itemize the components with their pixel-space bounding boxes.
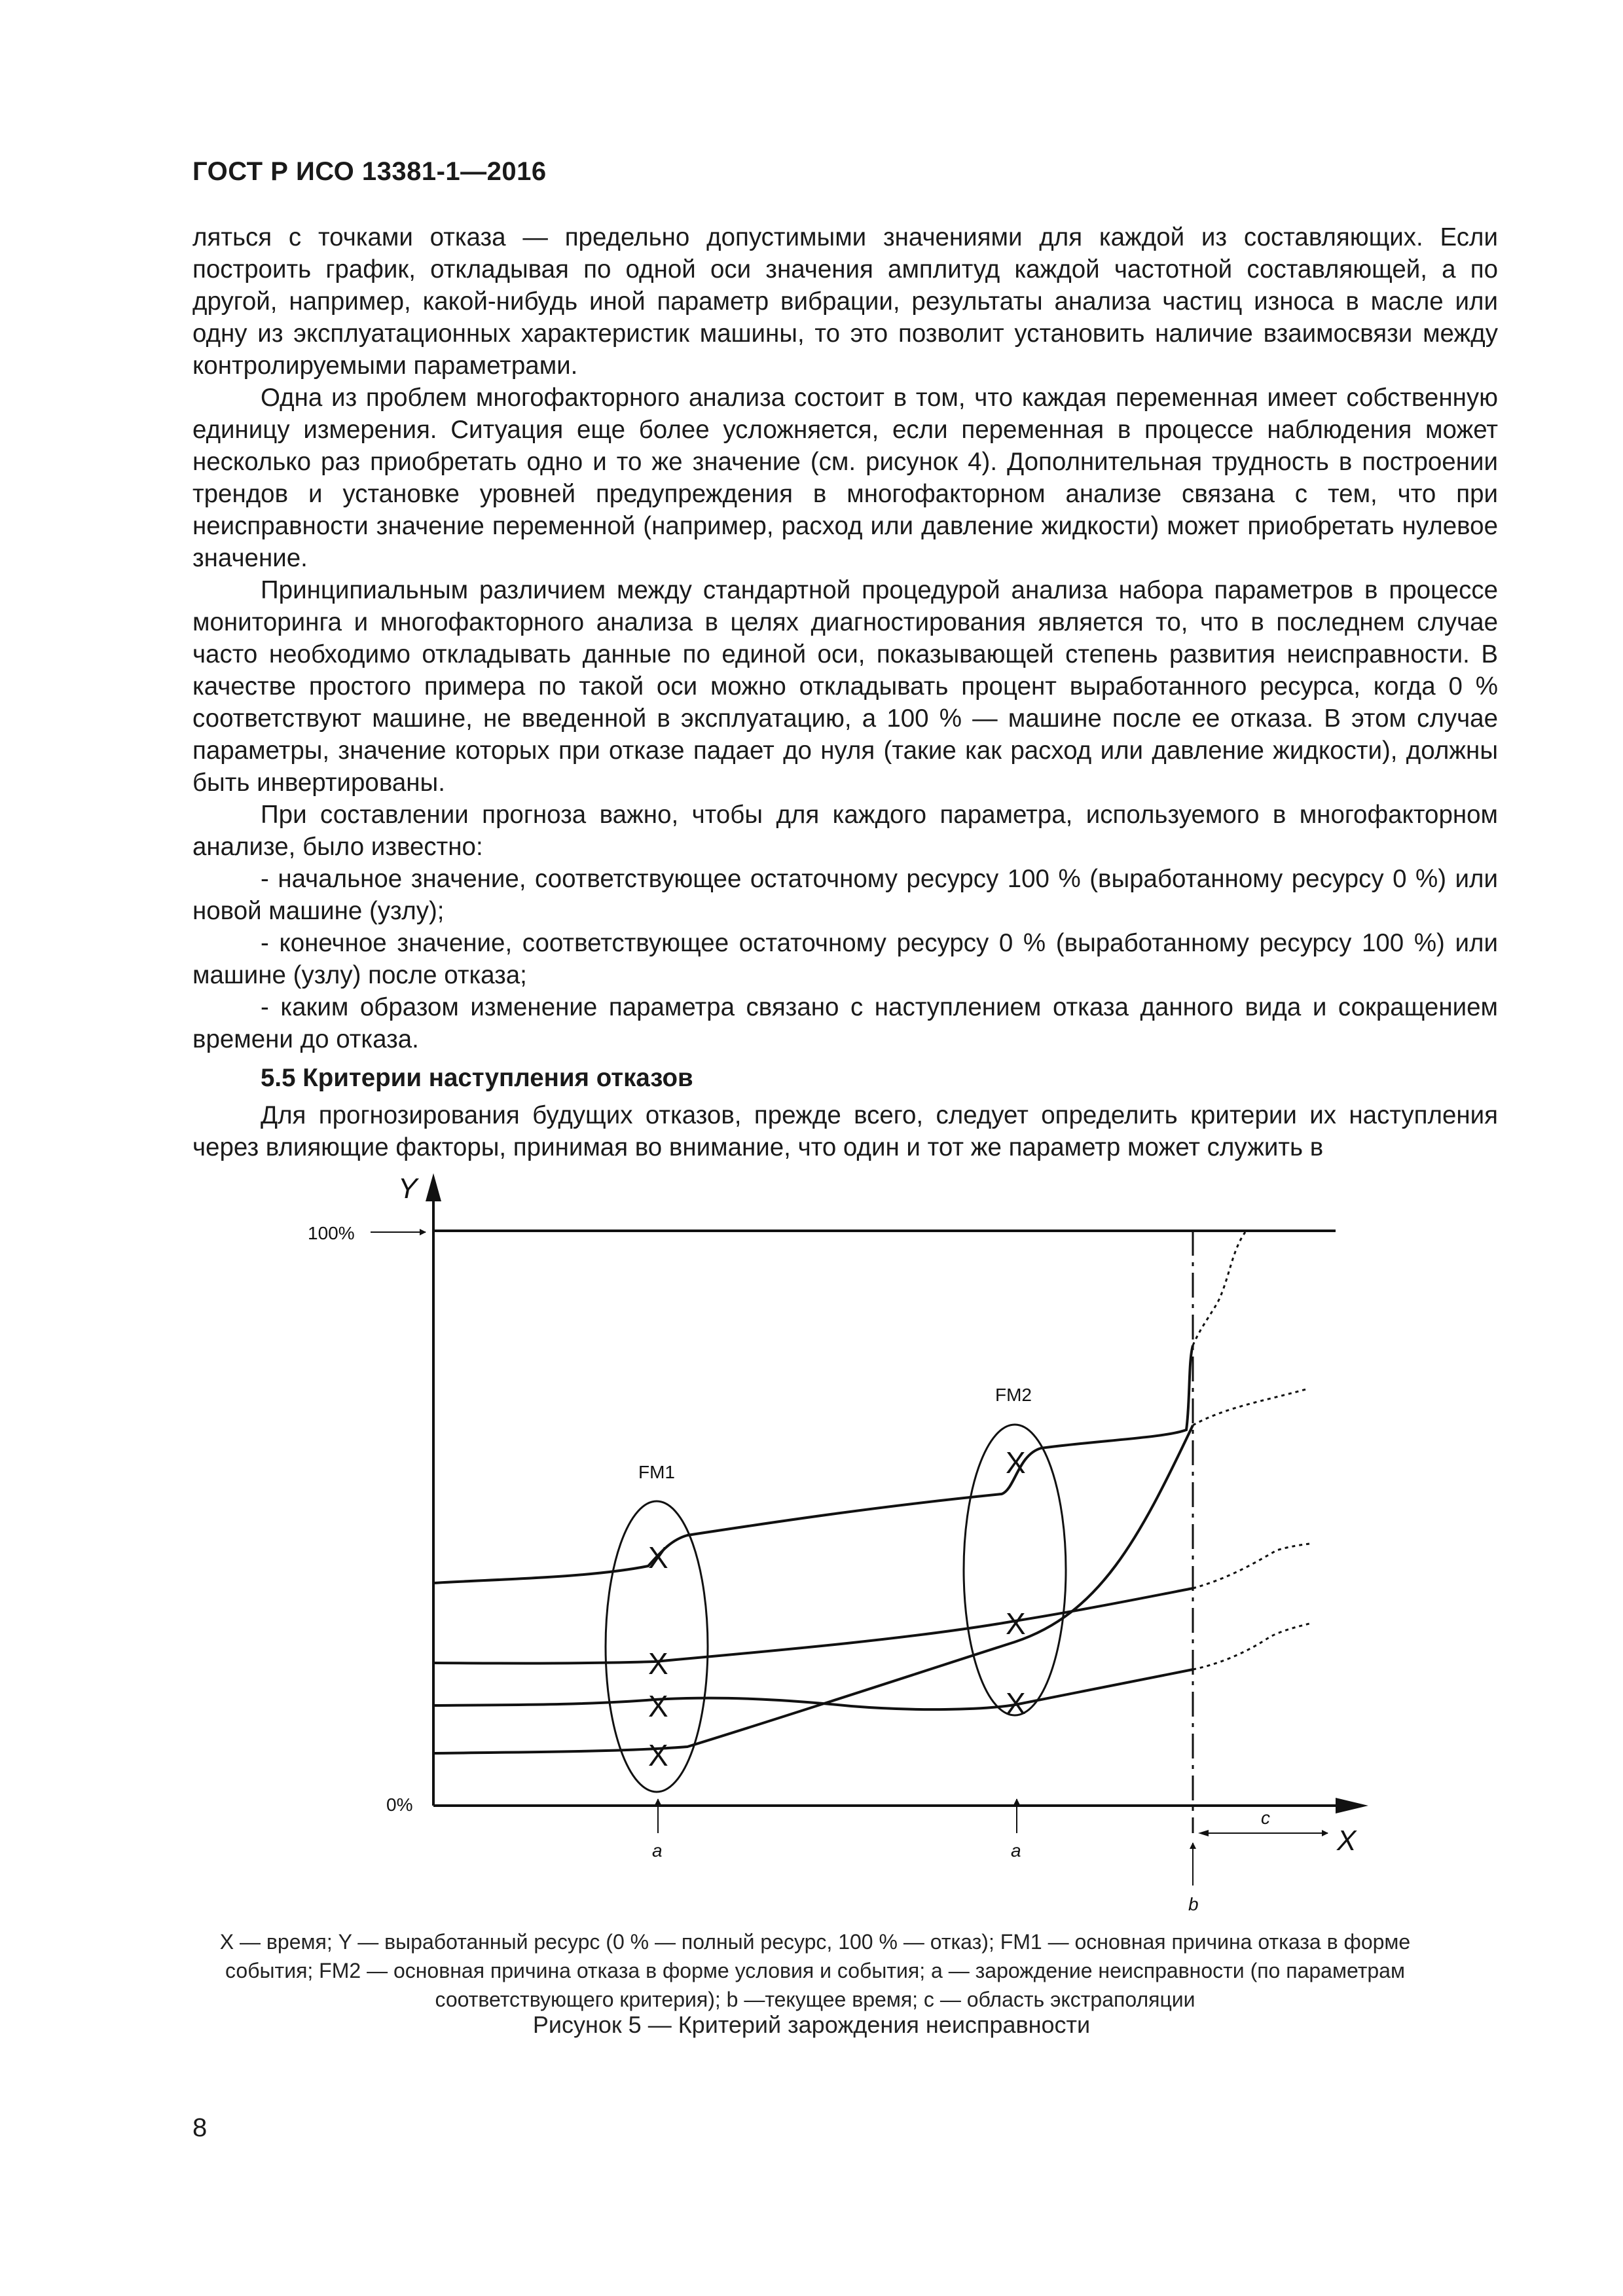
y-axis-arrowhead bbox=[426, 1173, 441, 1201]
label-100: 100% bbox=[308, 1223, 355, 1243]
paragraph: ляться с точками отказа — предельно допустимыми значениями для каждой из составляющих. Если построить график, откладывая по одной оси значения амплитуд каждой частотной составляющей, а по другой, например, какой-нибудь иной параметр вибрации, результаты анализа частиц износа в масле или одну из эксплуатационных характеристик машины, то это позволит установить наличие взаимосвязи между контролируемыми параметрами. bbox=[192, 223, 1498, 380]
x-axis-label: X bbox=[1337, 1825, 1357, 1857]
paragraph: Принципиальным различием между стандартной процедурой анализа набора параметров в процессе мониторинга и многофакторного анализа в целях диагностирования является то, что в последнем случае часто необходимо откладывать данные по единой оси, показывающей степень развития неисправности. В качестве простого примера по такой оси можно откладывать процент выработанного ресурса, когда 0 % соответствуют машине, не введенной в эксплуатацию, а 100 % — машине после ее отказа. В этом случае параметры, значение которых при отказе падает до нуля (такие как расход или давление жидкости), должны быть инвертированы. bbox=[192, 576, 1498, 797]
paragraph: При составлении прогноза важно, чтобы для каждого параметра, используемого в многофакторном анализе, было известно: bbox=[192, 801, 1498, 861]
extrapolation-curve-3 bbox=[1193, 1544, 1309, 1588]
event-marker: X bbox=[648, 1647, 668, 1681]
extrapolation-label: c bbox=[1261, 1808, 1270, 1828]
event-marker: X bbox=[648, 1540, 668, 1575]
parameter-curve-4 bbox=[433, 1669, 1193, 1709]
label-0: 0% bbox=[386, 1795, 413, 1815]
event-marker: X bbox=[648, 1689, 668, 1723]
paragraph: Для прогнозирования будущих отказов, прежде всего, следует определить критерии их наступления через влияющие факторы, принимая во внимание, что один и тот же параметр может служить в bbox=[192, 1101, 1498, 1161]
page-number: 8 bbox=[192, 2113, 208, 2142]
event-marker: X bbox=[648, 1738, 668, 1772]
x-axis-arrowhead bbox=[1336, 1798, 1368, 1813]
document-header: ГОСТ Р ИСО 13381-1—2016 bbox=[192, 157, 547, 186]
paragraph: Одна из проблем многофакторного анализа состоит в том, что каждая переменная имеет собственную единицу измерения. Ситуация еще более усложняется, если переменная в процессе наблюдения может несколько раз приобретать одно и то же значение (см. рисунок 4). Дополнительная трудность в построении трендов и установке уровней предупреждения в многофакторном анализе связана с тем, что при неисправности значение переменной (например, расход или давление жидкости) может приобретать нулевое значение. bbox=[192, 384, 1498, 572]
list-item: - начальное значение, соответствующее остаточному ресурсу 100 % (выработанному ресурсу 0 %) или новой машине (узлу); bbox=[192, 865, 1498, 925]
figure-legend: X — время; Y — выработанный ресурс (0 % — полный ресурс, 100 % — отказ); FM1 — основная причина отказа в форме события; FM2 — основная причина отказа в форме условия и события; a — зарождение неисправности (по параметрам соответствующего критерия); b —текущее время; c — область экстраполяции bbox=[219, 1930, 1411, 2011]
fm1-label: FM1 bbox=[638, 1462, 675, 1482]
event-marker: X bbox=[1006, 1446, 1026, 1480]
onset-label-2: a bbox=[1011, 1840, 1021, 1861]
current-time-label: b bbox=[1188, 1894, 1199, 1914]
section-heading: 5.5 Критерии наступления отказов bbox=[261, 1064, 693, 1092]
parameter-curve-1 bbox=[433, 1345, 1193, 1583]
event-marker: X bbox=[1006, 1686, 1026, 1721]
y-axis-label: Y bbox=[398, 1173, 418, 1205]
list-item: - конечное значение, соответствующее остаточному ресурсу 0 % (выработанному ресурсу 100 %) или машине (узлу) после отказа; bbox=[192, 929, 1498, 989]
event-marker: X bbox=[1006, 1607, 1026, 1641]
figure-caption: Рисунок 5 — Критерий зарождения неисправности bbox=[532, 2011, 1091, 2038]
list-item: - каким образом изменение параметра связано с наступлением отказа данного вида и сокращением времени до отказа. bbox=[192, 993, 1498, 1053]
fm2-label: FM2 bbox=[995, 1385, 1032, 1405]
onset-label-1: a bbox=[652, 1840, 663, 1861]
parameter-curve-3 bbox=[433, 1588, 1193, 1664]
extrapolation-curve-4 bbox=[1193, 1624, 1309, 1669]
extrapolation-range-arrow-left bbox=[1198, 1830, 1209, 1836]
extrapolation-curve-2 bbox=[1193, 1389, 1306, 1425]
extrapolation-curve-1 bbox=[1193, 1232, 1245, 1345]
